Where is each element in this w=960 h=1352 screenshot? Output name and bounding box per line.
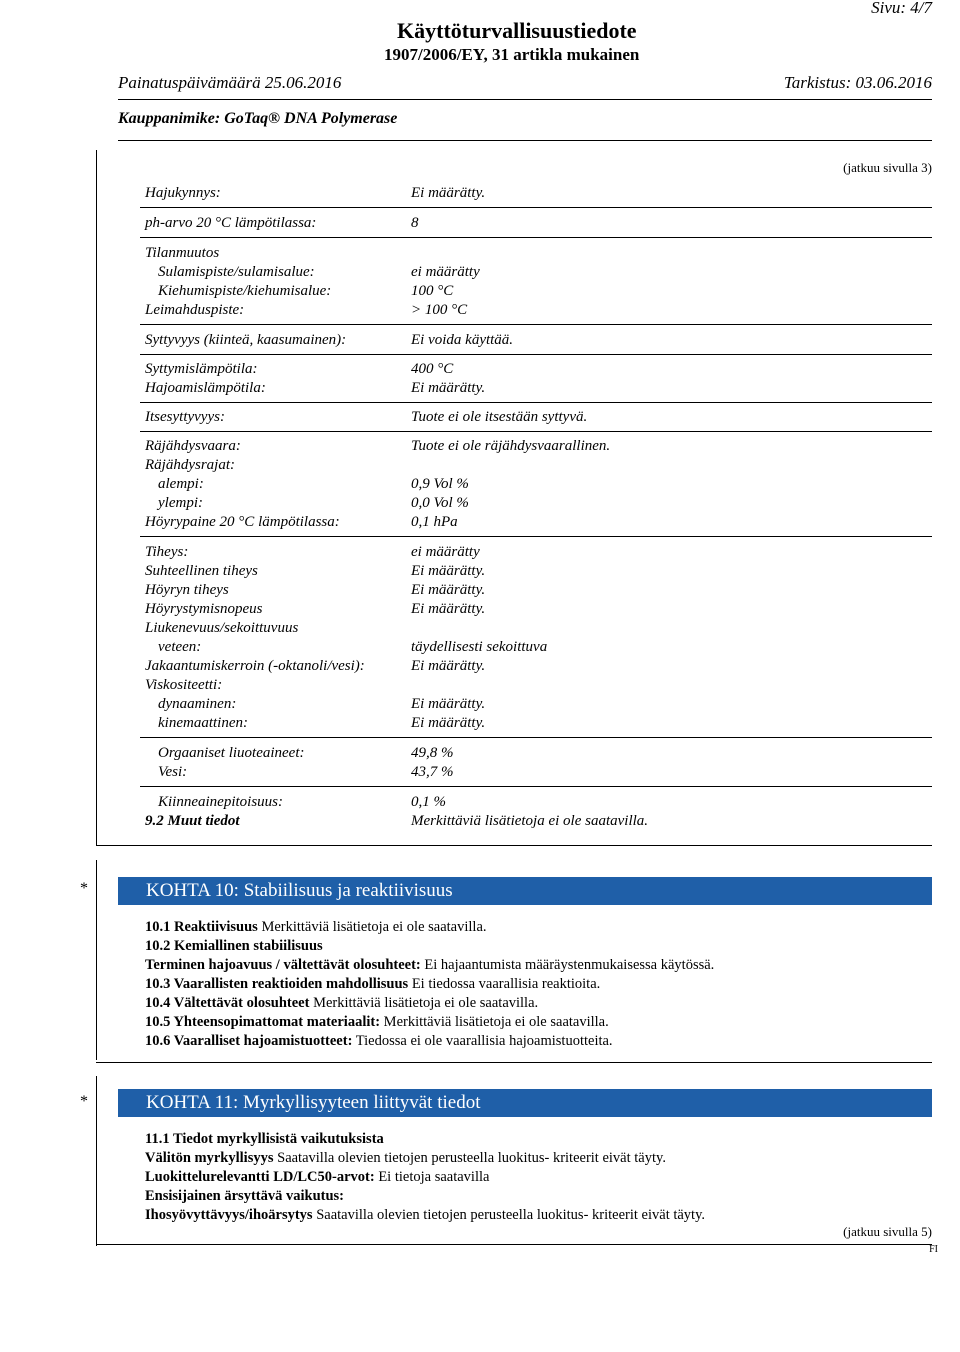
property-label: Sulamispiste/sulamisalue: <box>158 264 315 280</box>
divider <box>140 237 932 238</box>
section11-line <box>145 1130 384 1148</box>
property-label: Kiehumispiste/kiehumisalue: <box>158 283 332 299</box>
line-head: Ihosyövyttävyys/ihoärsytys <box>145 1207 313 1223</box>
document-subtitle: 1907/2006/EY, 31 artikla mukainen <box>384 45 640 64</box>
property-label: Itsesyttyvyys: <box>145 409 225 425</box>
section9-bottom-rule <box>96 845 932 846</box>
property-label: kinemaattinen: <box>158 715 248 731</box>
property-value: 0,9 Vol % <box>411 476 469 492</box>
property-label: Suhteellinen tiheys <box>145 563 258 579</box>
line-head: Ensisijainen ärsyttävä vaikutus: <box>145 1188 345 1204</box>
divider <box>140 402 932 403</box>
property-label: Vesi: <box>158 764 188 780</box>
property-label: Leimahduspiste: <box>145 302 245 318</box>
property-value: Ei voida käyttää. <box>411 332 514 348</box>
section9-left-border <box>96 150 97 845</box>
line-head: 10.3 Vaarallisten reaktioiden mahdollisuus <box>145 976 409 992</box>
property-label: Hajoamislämpötila: <box>145 380 266 396</box>
property-value: 0,1 % <box>411 794 446 810</box>
section10-heading: KOHTA 10: Stabiilisuus ja reaktiivisuus <box>118 877 932 905</box>
property-label: Hajukynnys: <box>145 185 221 201</box>
line-head: 10.5 Yhteensopimattomat materiaalit: <box>145 1014 381 1030</box>
property-value: Ei määrätty. <box>411 715 486 731</box>
property-label: 9.2 Muut tiedot <box>145 813 240 829</box>
section10-line <box>145 1013 609 1031</box>
line-head: 10.6 Vaaralliset hajoamistuotteet: <box>145 1033 353 1049</box>
property-value: 400 °C <box>411 361 454 377</box>
line-head: Luokittelurelevantti LD/LC50-arvot: <box>145 1169 375 1185</box>
section10-left-border <box>96 860 97 1060</box>
property-label: Höyryn tiheys <box>145 582 229 598</box>
property-value: täydellisesti sekoittuva <box>411 639 548 655</box>
property-value: Ei määrätty. <box>411 185 486 201</box>
property-value: Ei määrätty. <box>411 696 486 712</box>
property-label: Viskositeetti: <box>145 677 223 693</box>
changed-marker: * <box>80 1093 88 1110</box>
section10-line <box>145 1032 613 1050</box>
property-value: 0,1 hPa <box>411 514 458 530</box>
property-label: Kiinneainepitoisuus: <box>158 794 283 810</box>
section10-line <box>145 956 714 974</box>
product-rule <box>118 140 932 141</box>
line-head: 10.2 Kemiallinen stabiilisuus <box>145 938 323 954</box>
property-value: 0,0 Vol % <box>411 495 469 511</box>
property-value: Ei määrätty. <box>411 658 486 674</box>
property-value: Ei määrätty. <box>411 380 486 396</box>
property-label: Höyrystymisnopeus <box>145 601 263 617</box>
line-head: 10.1 Reaktiivisuus <box>145 919 258 935</box>
line-text: Merkittäviä lisätietoja ei ole saatavilla. <box>383 1014 609 1030</box>
section11-heading: KOHTA 11: Myrkyllisyyteen liittyvät tiedot <box>118 1089 932 1117</box>
section10-line <box>145 975 600 993</box>
document-title: Käyttöturvallisuustiedote <box>397 18 637 43</box>
divider <box>140 207 932 208</box>
property-value: > 100 °C <box>411 302 468 318</box>
property-value: Ei määrätty. <box>411 601 486 617</box>
section11-line <box>145 1206 705 1224</box>
line-head: 10.4 Vältettävät olosuhteet <box>145 995 310 1011</box>
property-value: ei määrätty <box>411 544 480 560</box>
property-label: Syttyvyys (kiinteä, kaasumainen): <box>145 332 347 348</box>
property-label: Räjähdysrajat: <box>145 457 235 473</box>
line-text: Saatavilla olevien tietojen perusteella luokitus- kriteerit eivät täyty. <box>316 1207 706 1223</box>
property-label: Tilanmuutos <box>145 245 220 261</box>
line-text: Merkittäviä lisätietoja ei ole saatavilla. <box>313 995 539 1011</box>
continued-from: (jatkuu sivulla 3) <box>843 160 932 175</box>
property-label: Tiheys: <box>145 544 189 560</box>
divider <box>140 431 932 432</box>
property-value: Merkittäviä lisätietoja ei ole saatavilla. <box>411 813 649 829</box>
line-text: Merkittäviä lisätietoja ei ole saatavilla. <box>261 919 487 935</box>
section11-line <box>145 1168 489 1186</box>
section10-line <box>145 937 323 955</box>
property-value: Ei määrätty. <box>411 582 486 598</box>
property-value: Tuote ei ole itsestään syttyvä. <box>411 409 588 425</box>
line-text: Saatavilla olevien tietojen perusteella luokitus- kriteerit eivät täyty. <box>277 1150 666 1166</box>
property-label: dynaaminen: <box>158 696 237 712</box>
section11-line <box>145 1149 666 1167</box>
property-label: ph-arvo 20 °C lämpötilassa: <box>145 215 317 231</box>
changed-marker: * <box>80 880 88 897</box>
divider <box>140 737 932 738</box>
property-value: 43,7 % <box>411 764 454 780</box>
property-label: Räjähdysvaara: <box>145 438 241 454</box>
page-number: Sivu: 4/7 <box>871 0 932 17</box>
line-text: Tiedossa ei ole vaarallisia hajoamistuotteita. <box>355 1033 613 1049</box>
property-label: Liukenevuus/sekoittuvuus <box>145 620 299 636</box>
divider <box>140 786 932 787</box>
property-value: 8 <box>411 215 419 231</box>
line-head: Terminen hajoavuus / vältettävät olosuhteet: <box>145 957 421 973</box>
section10-line <box>145 994 538 1012</box>
line-head: Välitön myrkyllisyys <box>145 1150 274 1166</box>
section10-bottom-rule <box>96 1062 932 1063</box>
property-label: Orgaaniset liuoteaineet: <box>158 745 305 761</box>
property-label: alempi: <box>158 476 204 492</box>
property-value: 49,8 % <box>411 745 454 761</box>
divider <box>140 324 932 325</box>
section11-line <box>145 1187 344 1205</box>
property-label: Jakaantumiskerroin (-oktanoli/vesi): <box>145 658 365 674</box>
section10-line <box>145 918 487 936</box>
line-text: Ei hajaantumista määräystenmukaisessa käytössä. <box>424 957 715 973</box>
line-head: 11.1 Tiedot myrkyllisistä vaikutuksista <box>145 1131 384 1147</box>
divider <box>140 354 932 355</box>
footer-rule <box>96 1244 932 1245</box>
property-value: Tuote ei ole räjähdysvaarallinen. <box>411 438 611 454</box>
divider <box>140 536 932 537</box>
line-text: Ei tietoja saatavilla <box>378 1169 490 1185</box>
continued-to: (jatkuu sivulla 5) <box>843 1224 932 1239</box>
property-value: ei määrätty <box>411 264 480 280</box>
revision-date: Tarkistus: 03.06.2016 <box>783 73 932 92</box>
line-text: Ei tiedossa vaarallisia reaktioita. <box>411 976 601 992</box>
property-label: veteen: <box>158 639 202 655</box>
print-date: Painatuspäivämäärä 25.06.2016 <box>118 73 342 92</box>
property-value: 100 °C <box>411 283 454 299</box>
header-rule <box>118 99 932 100</box>
section11-left-border <box>96 1076 97 1246</box>
language-code: FI <box>929 1244 938 1255</box>
property-value: Ei määrätty. <box>411 563 486 579</box>
property-label: ylempi: <box>158 495 203 511</box>
property-label: Höyrypaine 20 °C lämpötilassa: <box>145 514 340 530</box>
product-name: Kauppanimike: GoTaq® DNA Polymerase <box>118 110 398 127</box>
property-label: Syttymislämpötila: <box>145 361 258 377</box>
